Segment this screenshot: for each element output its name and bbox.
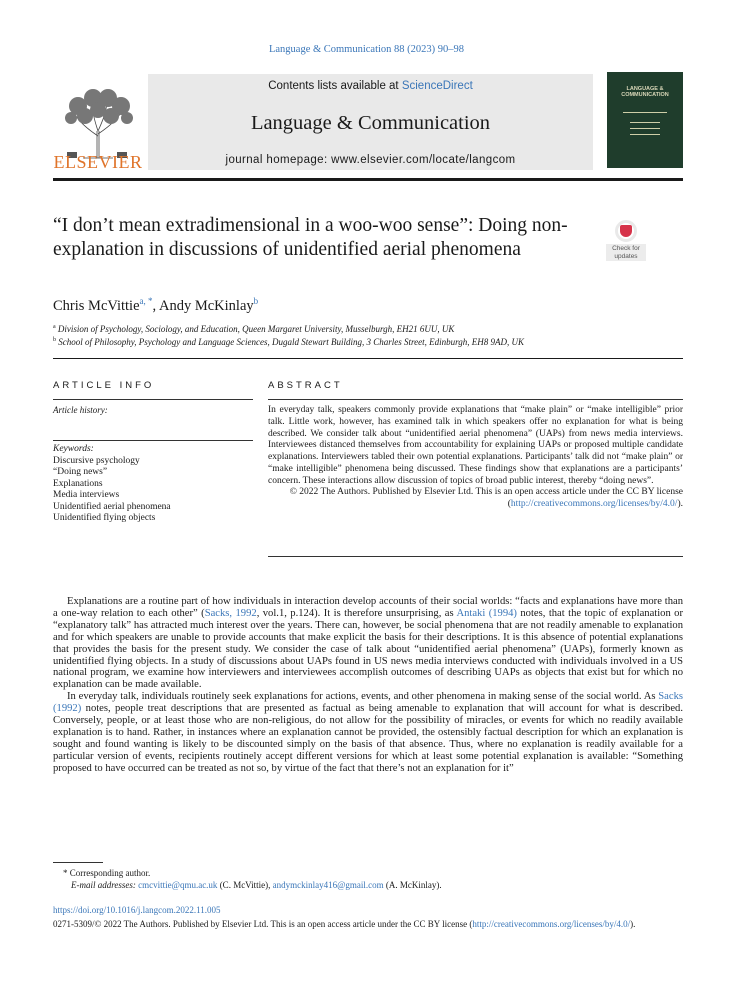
body-paragraph [53, 596, 683, 691]
email-label: E-mail addresses: [71, 880, 136, 890]
affil-text: Division of Psychology, Sociology, and Education, Queen Margaret University, Musselburgh, EH21 6UU, UK [57, 324, 455, 334]
info-rule [53, 440, 253, 441]
citation-link[interactable]: Sacks (1992) [53, 691, 683, 715]
cover-title: LANGUAGE & COMMUNICATION [621, 86, 669, 98]
article-history-label: Article history: [53, 405, 108, 415]
cover-line [623, 112, 667, 113]
author-list [53, 296, 258, 315]
journal-cover-image [607, 72, 683, 168]
abstract-body [268, 405, 683, 511]
journal-name: Language & Communication [250, 112, 491, 134]
doi-link[interactable]: https://doi.org/10.1016/j.langcom.2022.11.005 [53, 905, 221, 915]
contents-line [148, 80, 593, 92]
citation-link[interactable]: Sacks, 1992 [204, 607, 257, 619]
corresponding-author-note: * Corresponding author. [63, 868, 151, 878]
sciencedirect-link[interactable]: ScienceDirect [401, 80, 473, 92]
affil-mark: a [53, 324, 56, 330]
body-text: notes, that the topic of explanation or “explanatory talk” has attracted much interest over the years. There can, however, be social phenomena that are not readily amenable to explanation and for which speakers are unable to provide accounts that make explicit the basis for their descriptions. It is this absence of potential explanations that provides the basis for the present study. We consider the case of talk about “unidentified aerial phenomena” (UAPs), formerly known as unidentified flying objects. In a study of discussions about UAPs found in US news media interviews conducted with individuals involved in a US national program, we examine how interviewers and interviewees accomplish outcomes of describing UAPs as objects that exist but for which no explanation can be made available. [53, 607, 683, 691]
info-rule [53, 399, 253, 400]
abstract-text: In everyday talk, speakers commonly provide explanations that “make plain” or “make intelligible” prior talk. Little work, however, has examined talk in which speakers offer no explanation for what is being described. We consider talk about “unidentified aerial phenomena” (UAPs) from news media interviews. Interviewees distanced themselves from accountability for explaining UAPs or proposed multiple candidate explanations. Interviewers tabled their own potential explanations. Participants’ talk did not “make plain” or “make intelligible” phenomena being discussed. These findings show that explanations are a participants’ concern. These interactions allow discussion of topics of broad public interest, thereby “doing news”. [268, 405, 683, 486]
issn-line [53, 918, 683, 930]
keyword: “Doing news” [53, 467, 108, 477]
crossmark-label: Check for updates [606, 244, 646, 261]
abstract-heading: ABSTRACT [268, 380, 343, 391]
abstract-bottom-rule [268, 556, 683, 557]
issn-text: 0271-5309/© 2022 The Authors. Published by Elsevier Ltd. This is an open access article under the CC BY license ( [53, 919, 473, 929]
footnote-rule [53, 862, 103, 863]
section-rule [53, 358, 683, 359]
keyword: Media interviews [53, 490, 120, 500]
copyright-end: ). [677, 499, 683, 509]
bookmark-icon [620, 225, 632, 237]
email-link[interactable]: andymckinlay416@gmail.com [272, 880, 384, 890]
issn-end: ). [630, 919, 636, 929]
keywords-block [53, 444, 171, 525]
abstract-rule [268, 399, 683, 400]
masthead [53, 70, 683, 176]
affiliation-b [53, 337, 524, 347]
keyword: Unidentified flying objects [53, 513, 156, 523]
keywords-label: Keywords: [53, 444, 94, 454]
article-title: “I don’t mean extradimensional in a woo-woo sense”: Doing non-explanation in discussions of unidentified aerial phenomena [53, 215, 568, 260]
license-link[interactable]: http://creativecommons.org/licenses/by/4.0/ [510, 499, 678, 509]
affiliation-a [53, 324, 454, 334]
journal-reference[interactable]: Language & Communication 88 (2023) 90–98 [268, 44, 465, 55]
cover-line [630, 128, 660, 129]
affil-mark: b [53, 337, 56, 343]
keyword: Discursive psychology [53, 455, 140, 466]
body-text: , vol.1, p.124). It is therefore unsurprising, as [256, 607, 457, 619]
keyword: Explanations [53, 478, 103, 489]
header-rule [53, 178, 683, 181]
article-body [53, 596, 683, 775]
email-link[interactable]: cmcvittie@qmu.ac.uk [138, 880, 218, 890]
email-owner: (A. McKinlay). [383, 880, 442, 890]
body-text: notes, people treat descriptions that are presented as factual as being amenable to explanation that will account for what is described. Conversely, people, or at least those who are non-religious, do not allow for the possibility of miracles, or events for which no readily available explanation is to hand. Rather, in instances where an explanation cannot be provided, the ostensibly factual description for which an explanation is sought and found wanting is likely to be discounted simply on the basis of that absence. Thus, where no explanation is readily available for a particular version of events, recipients routinely accept different versions for which at least some potential explanation is available: “Something proposed to have occurred can be treated as not so, by virtue of the fact that there’s not an explanation for it” [53, 703, 683, 774]
email-line [53, 879, 442, 891]
citation-link[interactable]: Antaki (1994) [456, 607, 517, 619]
crossmark-badge[interactable] [606, 220, 646, 264]
contents-prefix: Contents lists available at [268, 80, 402, 92]
author-name: Andy McKinlay [158, 297, 254, 314]
homepage-url[interactable]: www.elsevier.com/locate/langcom [331, 154, 516, 166]
author-affil-link[interactable]: b [253, 296, 259, 306]
homepage-prefix: journal homepage: [225, 154, 332, 166]
body-text: Explanations are a routine part of how individuals in interaction develop accounts of their social worlds: “facts and explanations have more than a one-way relation to each other” ( [53, 596, 683, 619]
license-link[interactable]: http://creativecommons.org/licenses/by/4.0/ [472, 919, 631, 929]
body-paragraph [53, 691, 683, 774]
author-affil-link[interactable]: a, * [139, 296, 153, 306]
cover-line [630, 122, 660, 123]
author-name: Chris McVittie [53, 297, 140, 314]
journal-homepage [148, 154, 593, 166]
keyword: Unidentified aerial phenomena [53, 501, 171, 512]
affil-text: School of Philosophy, Psychology and Language Sciences, Dugald Stewart Building, 3 Charles Street, Edinburgh, EH8 9AD, UK [58, 337, 525, 347]
article-info-heading: ARTICLE INFO [53, 380, 155, 391]
abstract-copyright [268, 487, 683, 511]
email-owner: (C. McVittie), [217, 880, 273, 890]
author-separator: , [152, 297, 159, 314]
footnote [53, 867, 442, 891]
elsevier-wordmark: ELSEVIER [53, 152, 143, 172]
journal-banner [148, 74, 593, 170]
cover-line [630, 134, 660, 135]
copyright-text: © 2022 The Authors. Published by Elsevier Ltd. This is an open access article under the CC BY license ( [289, 487, 683, 509]
body-text: In everyday talk, individuals routinely seek explanations for actions, events, and other phenomena in making sense of the social world. As [67, 691, 659, 703]
